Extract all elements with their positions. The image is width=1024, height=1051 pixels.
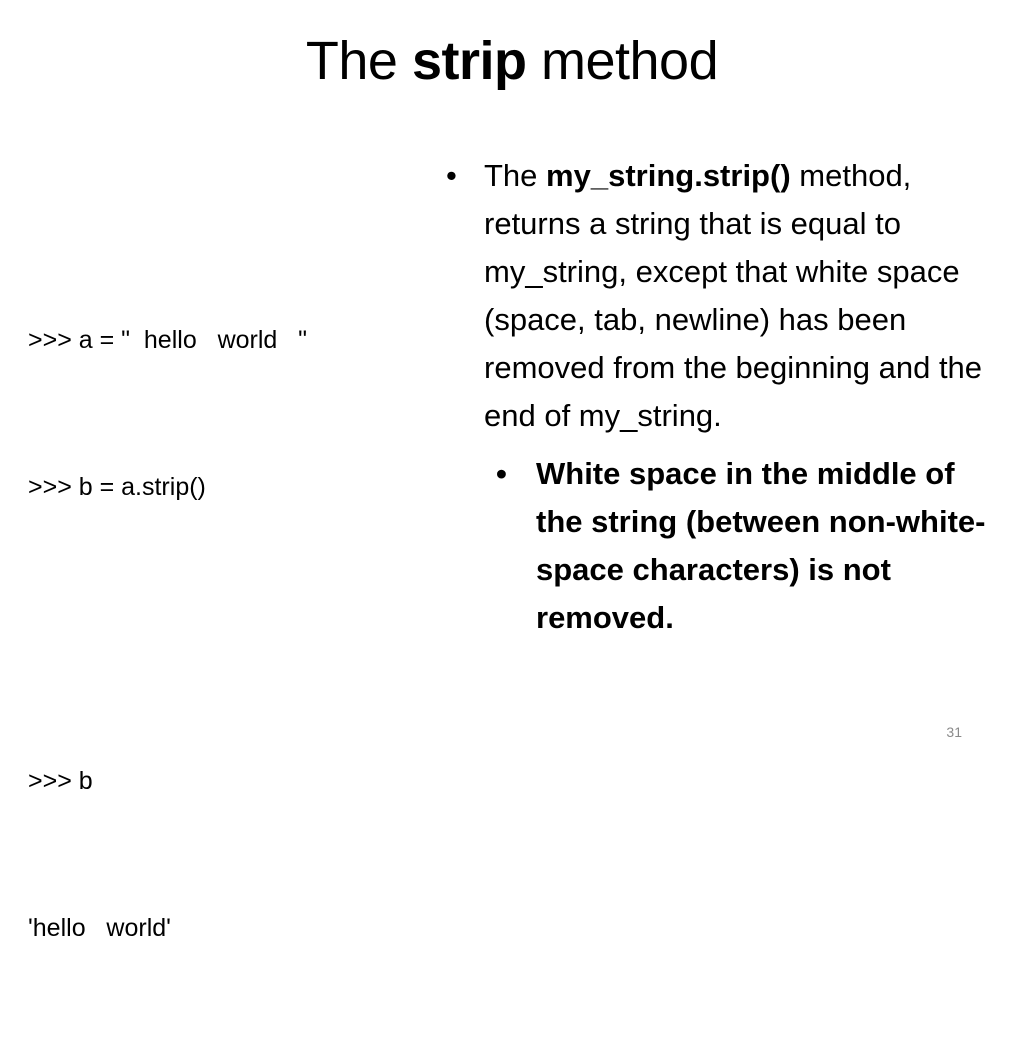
bullet-list bbox=[442, 152, 1002, 642]
page-number: 31 bbox=[946, 724, 962, 740]
bullet-sub-text: White space in the middle of the string (between non-white-space characters) is not removed. bbox=[536, 456, 986, 635]
slide-title bbox=[0, 28, 1024, 94]
bullet-main-lead: The bbox=[484, 158, 538, 193]
bullet-dot-icon: • bbox=[446, 158, 457, 193]
code-blank-line bbox=[28, 610, 428, 659]
code-line: >>> a = " hello world " bbox=[28, 326, 308, 354]
bullet-sub bbox=[484, 450, 1002, 642]
code-line: 'hello world' bbox=[28, 914, 171, 942]
title-keyword: strip bbox=[411, 31, 527, 91]
bullet-main-text: method, returns a string that is equal to my_string, except that white space (space, tab, newline) has been removed from the beginning and the end of my_string. bbox=[484, 158, 983, 433]
title-suffix: method bbox=[541, 31, 719, 91]
title-prefix: The bbox=[305, 31, 398, 91]
code-line: >>> b = a.strip() bbox=[28, 473, 206, 501]
bullet-main bbox=[442, 152, 1002, 440]
bullet-dot-icon: • bbox=[496, 456, 507, 491]
code-example bbox=[28, 218, 428, 1051]
bullet-main-code: my_string.strip() bbox=[546, 158, 791, 193]
code-line: >>> b bbox=[28, 767, 93, 795]
